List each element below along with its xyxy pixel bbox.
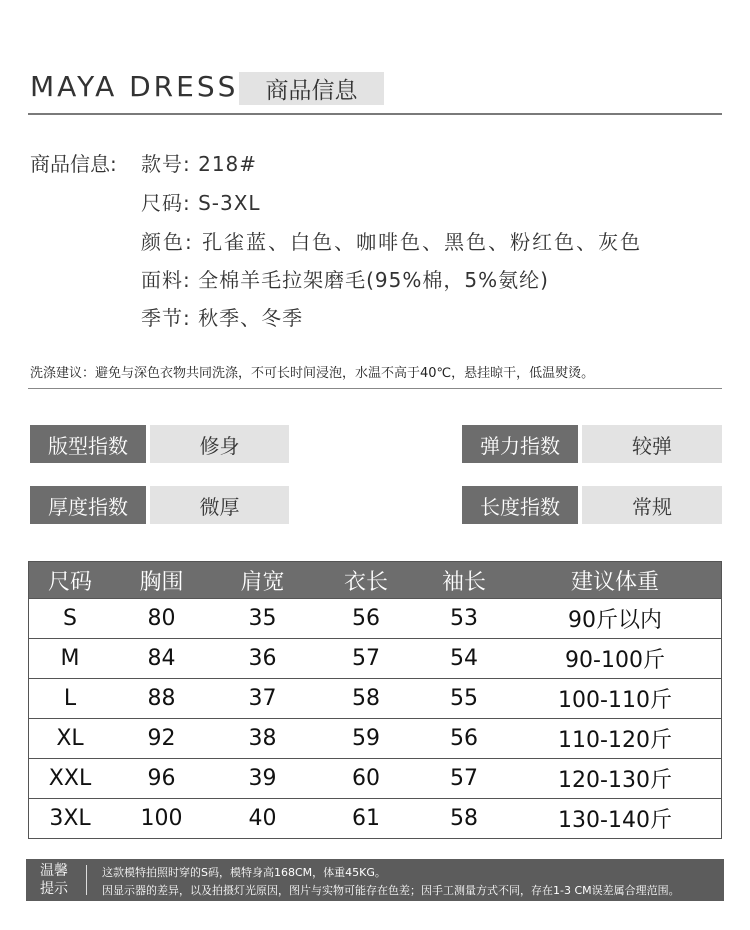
table-cell: S [29,599,112,639]
table-cell: 90斤以内 [509,599,722,639]
product-info-heading: 商品信息: [30,152,117,176]
care-divider [28,388,722,389]
column-header: 尺码 [29,562,112,599]
table-cell: 61 [313,799,419,839]
fabric-composition: 面料: 全棉羊毛拉架磨毛(95%棉，5%氨纶) [141,268,549,292]
table-cell: 92 [111,719,212,759]
table-cell: M [29,639,112,679]
style-number: 款号: 218# [141,152,258,176]
notice-text-model: 这款模特拍照时穿的S码，模特身高168CM，体重45KG。 [102,866,386,879]
table-cell: 57 [313,639,419,679]
notice-tag-line: 提示 [40,881,68,897]
table-cell: 58 [419,799,509,839]
table-cell: 56 [419,719,509,759]
table-cell: 54 [419,639,509,679]
length-index-value: 常规 [582,486,722,524]
column-header: 衣长 [313,562,419,599]
table-cell: 88 [111,679,212,719]
table-cell: 55 [419,679,509,719]
table-header-row [29,562,722,599]
table-cell: XL [29,719,112,759]
season: 季节: 秋季、冬季 [141,306,304,330]
table-cell: 35 [212,599,313,639]
table-cell: 100-110斤 [509,679,722,719]
table-cell: 84 [111,639,212,679]
column-header: 肩宽 [212,562,313,599]
table-cell: 58 [313,679,419,719]
table-cell: 36 [212,639,313,679]
table-cell: 3XL [29,799,112,839]
elasticity-index-value: 较弹 [582,425,722,463]
table-cell: 59 [313,719,419,759]
table-cell: 39 [212,759,313,799]
table-cell: L [29,679,112,719]
care-instructions: 洗涤建议：避免与深色衣物共同洗涤，不可长时间浸泡，水温不高于40℃，悬挂晾干，低温熨烫。 [30,366,595,381]
column-header: 建议体重 [509,562,722,599]
table-row [29,599,722,639]
notice-divider [86,865,87,895]
header-divider [28,113,722,115]
table-cell: 57 [419,759,509,799]
table-cell: 100 [111,799,212,839]
table-cell: 120-130斤 [509,759,722,799]
fit-index-label: 版型指数 [30,425,146,463]
table-cell: 130-140斤 [509,799,722,839]
table-cell: XXL [29,759,112,799]
table-cell: 38 [212,719,313,759]
fit-index-value: 修身 [150,425,289,463]
table-row [29,679,722,719]
table-cell: 60 [313,759,419,799]
brand-title: MAYA DRESS [30,70,239,103]
table-cell: 96 [111,759,212,799]
table-cell: 37 [212,679,313,719]
table-cell: 56 [313,599,419,639]
table-row [29,719,722,759]
table-cell: 40 [212,799,313,839]
table-cell: 53 [419,599,509,639]
notice-bar [26,859,724,901]
size-chart-table [28,561,722,839]
table-cell: 110-120斤 [509,719,722,759]
notice-text-disclaimer: 因显示器的差异，以及拍摄灯光原因，图片与实物可能存在色差；因手工测量方式不同，存在1-3 CM误差属合理范围。 [102,884,680,897]
thickness-index-value: 微厚 [150,486,289,524]
table-row [29,759,722,799]
table-cell: 80 [111,599,212,639]
length-index-label: 长度指数 [462,486,578,524]
column-header: 袖长 [419,562,509,599]
notice-tag-line: 温馨 [40,863,68,879]
size-range: 尺码: S-3XL [141,191,261,215]
color-options: 颜色: 孔雀蓝、白色、咖啡色、黑色、粉红色、灰色 [141,230,643,254]
column-header: 胸围 [111,562,212,599]
thickness-index-label: 厚度指数 [30,486,146,524]
table-row [29,639,722,679]
section-tab: 商品信息 [239,72,384,105]
notice-tag [34,862,74,898]
elasticity-index-label: 弹力指数 [462,425,578,463]
table-cell: 90-100斤 [509,639,722,679]
table-row [29,799,722,839]
